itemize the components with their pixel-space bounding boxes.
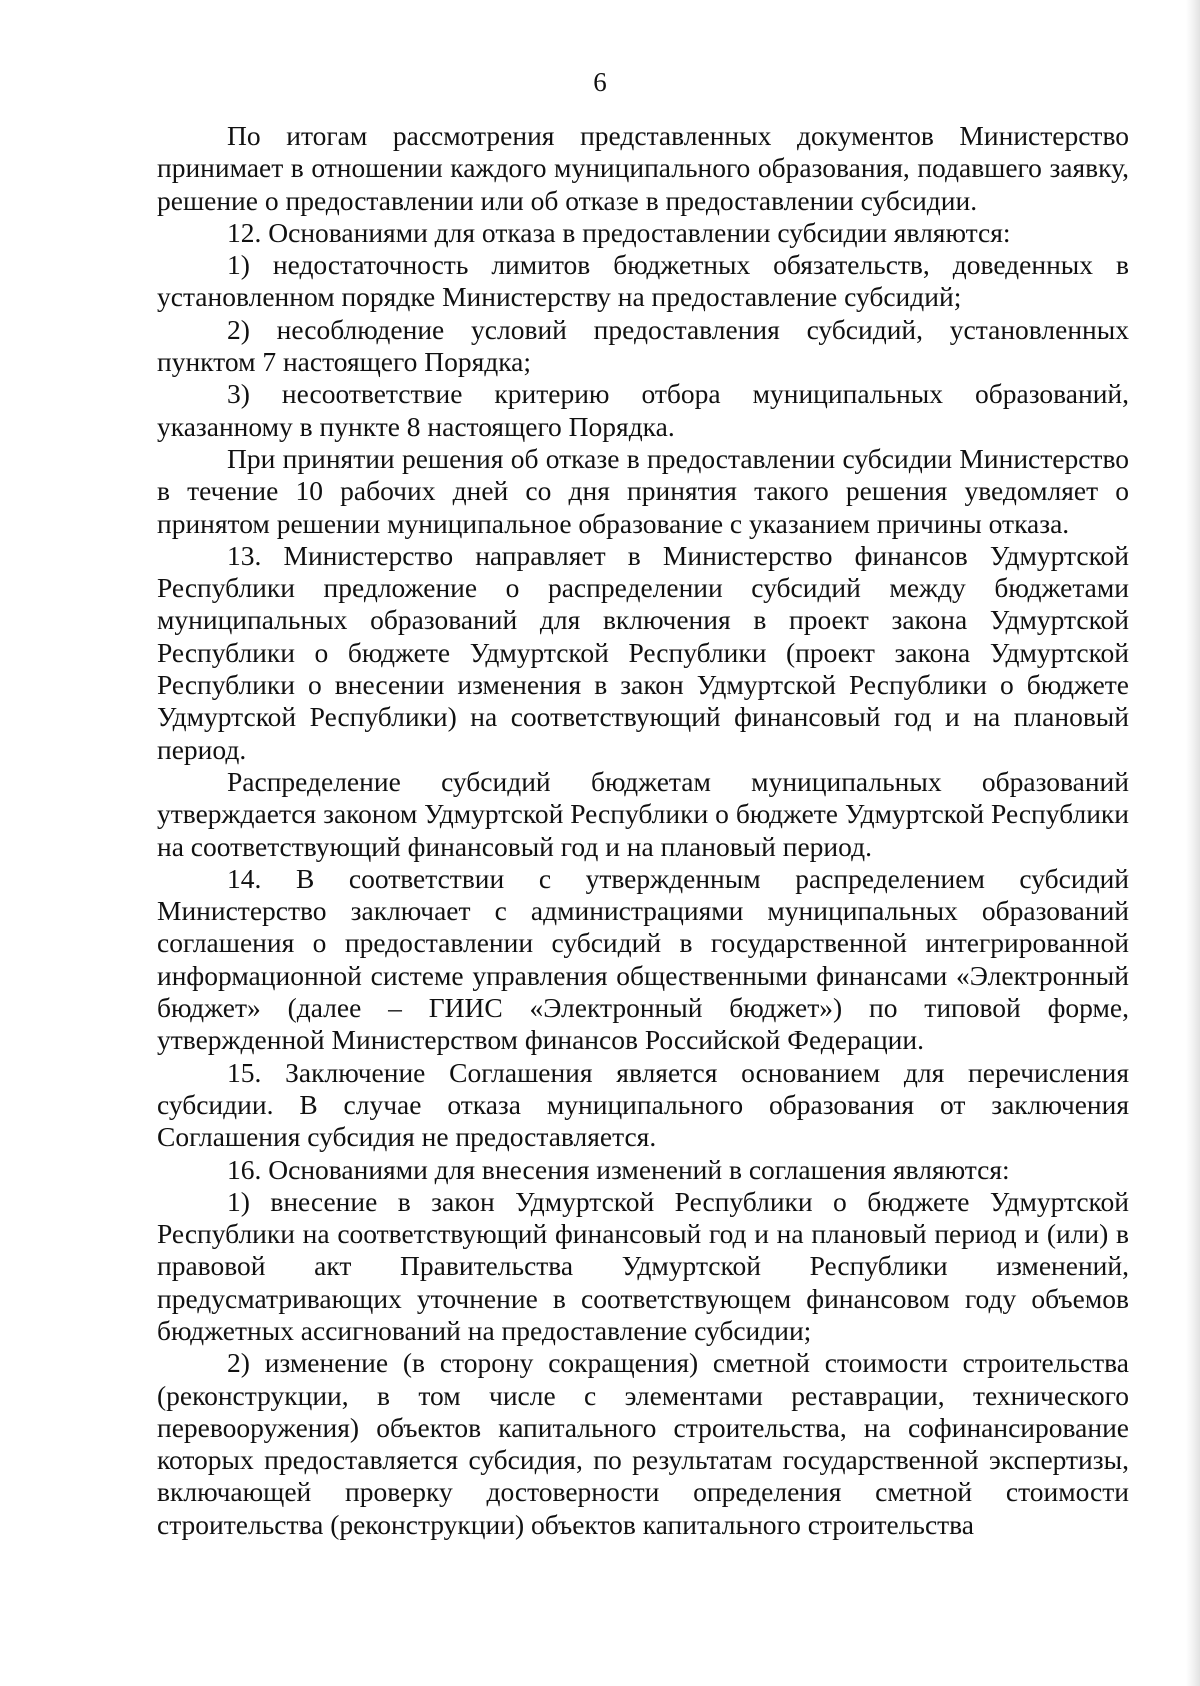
document-body [157, 120, 1129, 1541]
scan-edge-shadow [1186, 0, 1200, 1686]
paragraph-12-item-2: 2) несоблюдение условий предоставления субсидий, установленных пунктом 7 настоящего Порядка; [157, 313, 1129, 378]
paragraph-distribution-approval: Распределение субсидий бюджетам муниципальных образований утверждается законом Удмуртской Республики о бюджете Удмуртской Республики на соответствующий финансовый год и на плановый период. [157, 765, 1129, 862]
paragraph-16-item-1: 1) внесение в закон Удмуртской Республики о бюджете Удмуртской Республики на соответствующий финансовый год и на плановый период и (или) в правовой акт Правительства Удмуртской Республики изменений, предусматривающих уточнение в соответствующем финансовом году объемов бюджетных ассигнований на предоставление субсидии; [157, 1185, 1129, 1346]
paragraph-16-amendment-grounds: 16. Основаниями для внесения изменений в соглашения являются: [227, 1153, 1010, 1185]
paragraph-refusal-notification: При принятии решения об отказе в предоставлении субсидии Министерство в течение 10 рабочих дней со дня принятия такого решения уведомляет о принятом решении муниципальное образование с указанием причины отказа. [157, 442, 1129, 539]
paragraph-12-item-1: 1) недостаточность лимитов бюджетных обязательств, доведенных в установленном порядке Министерству на предоставление субсидий; [157, 249, 1129, 313]
paragraph-12-item-3: 3) несоответствие критерию отбора муниципальных образований, указанному в пункте 8 настоящего Порядка. [157, 378, 1129, 442]
paragraph-review-decision: По итогам рассмотрения представленных документов Министерство принимает в отношении каждого муниципального образования, подавшего заявку, решение о предоставлении или об отказе в предоставлении субсидии. [157, 120, 1129, 216]
paragraph-15-agreement-basis: 15. Заключение Соглашения является основанием для перечисления субсидии. В случае отказа муниципального образования от заключения Соглашения субсидия не предоставляется. [157, 1056, 1129, 1153]
page-number: 6 [593, 67, 607, 97]
paragraph-13-distribution-proposal: 13. Министерство направляет в Министерство финансов Удмуртской Республики предложение о распределении субсидий между бюджетами муниципальных образований для включения в проект закона Удмуртской Республики о бюджете Удмуртской Республики (проект закона Удмуртской Республики о внесении изменения в закон Удмуртской Республики о бюджете Удмуртской Республики) на соответствующий финансовый год и на плановый период. [157, 539, 1129, 765]
paragraph-16-item-2: 2) изменение (в сторону сокращения) сметной стоимости строительства (реконструкции, в том числе с элементами реставрации, технического перевооружения) объектов капитального строительства, на софинансирование которых предоставляется субсидия, по результатам государственной экспертизы, включающей проверку достоверности определения сметной стоимости строительства (реконструкции) объектов капитального строительства [157, 1347, 1129, 1540]
paragraph-14-agreements: 14. В соответствии с утвержденным распределением субсидий Министерство заключает с администрациями муниципальных образований соглашения о предоставлении субсидий в государственной интегрированной информационной системе управления общественными финансами «Электронный бюджет» (далее – ГИИС «Электронный бюджет») по типовой форме, утвержденной Министерством финансов Российской Федерации. [157, 862, 1129, 1056]
paragraph-12-refusal-grounds: 12. Основаниями для отказа в предоставлении субсидии являются: [227, 216, 1011, 248]
